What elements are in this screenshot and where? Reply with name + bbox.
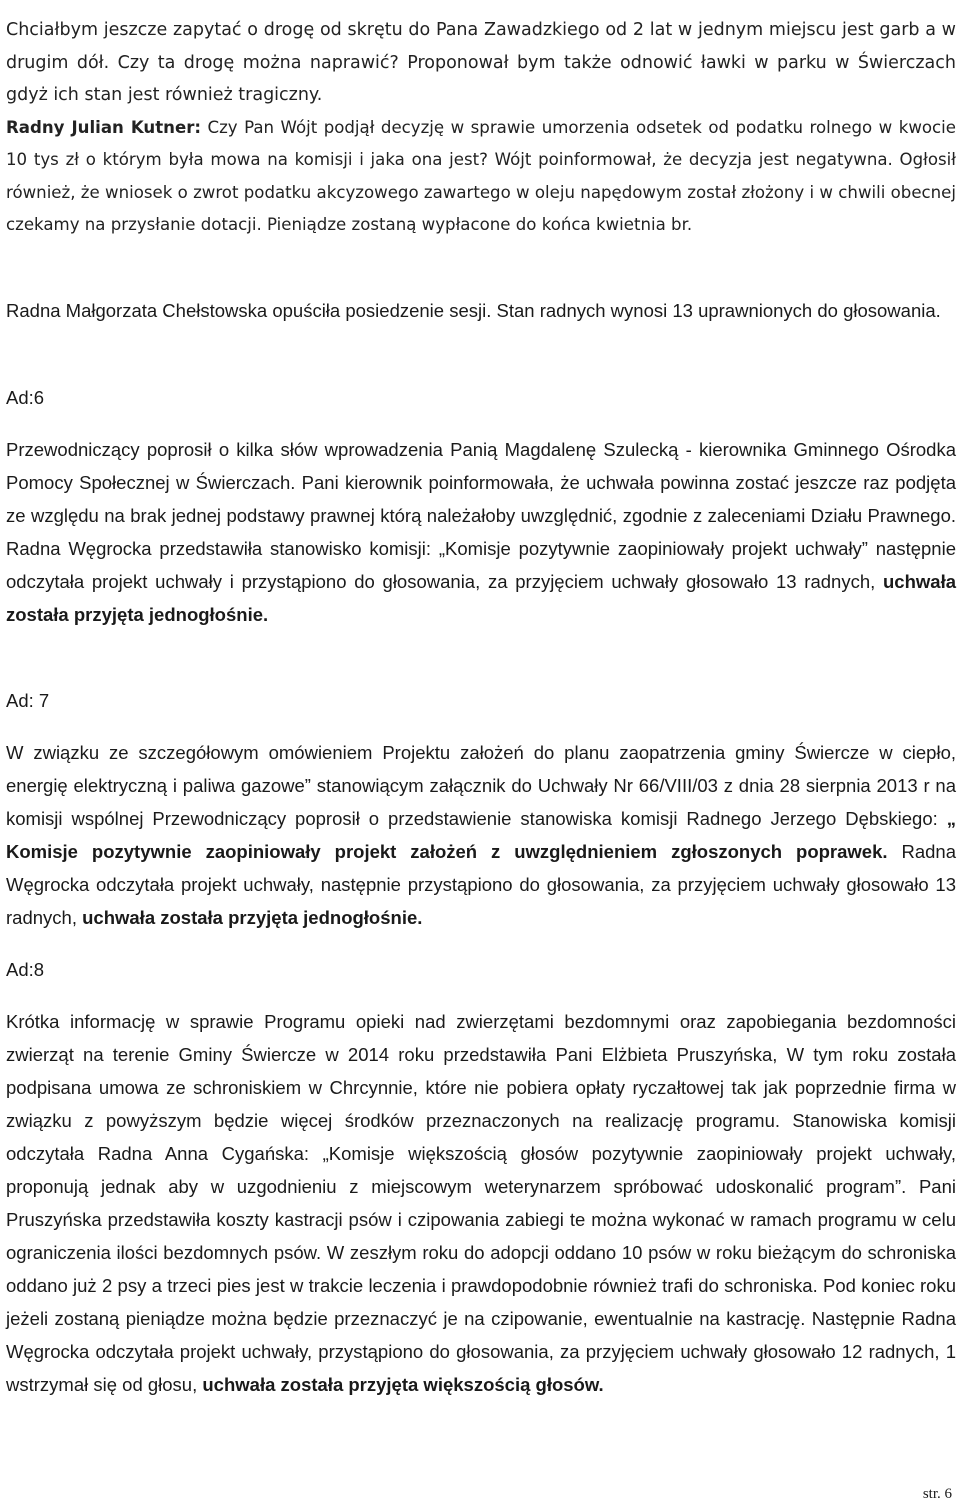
resolution-result: uchwała została przyjęta jednogłośnie. (82, 907, 423, 928)
committee-opinion: „ Komisje pozytywnie zaopiniowały projekt założeń z uwzględnieniem zgłoszonych poprawek. (6, 808, 956, 862)
paragraph-kutner-question (6, 112, 956, 242)
paragraph-quorum: Radna Małgorzata Chełstowska opuściła posiedzenie sesji. Stan radnych wynosi 13 uprawnionych do głosowania. (6, 300, 941, 321)
resolution-result: uchwała została przyjęta większością głosów. (202, 1374, 604, 1395)
paragraph-text: Przewodniczący poprosił o kilka słów wprowadzenia Panią Magdalenę Szulecką - kierownika Gminnego Ośrodka Pomocy Społecznej w Świerczach. Pani kierownik poinformowała, że uchwała powinna zostać jeszcze raz podjęta ze względu na brak jednej podstawy prawnej którą należałoby uwzględnić, zgodnie z zaleceniami Działu Prawnego. Radna Węgrocka przedstawiła stanowisko komisji: „Komisje pozytywnie zaopiniowały projekt uchwały” następnie odczytała projekt uchwały i przystąpiono do głosowania, za przyjęciem uchwały głosowało 13 radnych, (6, 439, 956, 592)
resolution-result: uchwała została przyjęta jednogłośnie. (6, 571, 956, 625)
paragraph-ad7 (6, 736, 956, 934)
paragraph-text: W związku ze szczegółowym omówieniem Projektu założeń do planu zaopatrzenia gminy Świercze w ciepło, energię elektryczną i paliwa gazowe” stanowiącym załącznik do Uchwały Nr 66/VIII/03 z dnia 28 sierpnia 2013 r na komisji wspólnej Przewodniczący poprosił o przedstawienie stanowiska komisji Radnego Jerzego Dębskiego: (6, 742, 956, 829)
paragraph-text: Krótka informację w sprawie Programu opieki nad zwierzętami bezdomnymi oraz zapobiegania bezdomności zwierząt na terenie Gminy Świercze w 2014 roku przedstawiła Pani Elżbieta Pruszyńska, W tym roku została podpisana umowa ze schroniskiem w Chrcynnie, które nie pobiera opłaty ryczałtowej tak jak poprzednie firma w związku z powyższym będzie więcej środków przeznaczonych na realizację programu. Stanowiska komisji odczytała Radna Anna Cygańska: „Komisje większością głosów pozytywnie zaopiniowały projekt uchwały, proponują jednak aby w uzgodnieniu z miejscowym weterynarzem spróbować udoskonalić program”. Pani Pruszyńska przedstawiła koszty kastracji psów i czipowania zabiegi te można wykonać w ramach programu w celu ograniczenia ilości bezdomnych psów. W zeszłym roku do adopcji oddano 10 psów w roku bieżącym do schroniska oddano już 2 psy a trzeci pies jest w trakcie leczenia i prawdopodobnie również trafi do schroniska. Pod koniec roku jeżeli zostaną pieniądze można będzie przeznaczyć je na czipowanie, ewentualnie na kastrację. Następnie Radna Węgrocka odczytała projekt uchwały, przystąpiono do głosowania, za przyjęciem uchwały głosowało 12 radnych, 1 wstrzymał się od głosu, (6, 1011, 956, 1395)
paragraph-ad8 (6, 1005, 956, 1401)
page-number: str. 6 (922, 1486, 952, 1502)
speaker-name: Radny Julian Kutner: (6, 118, 202, 137)
paragraph-road-question: Chciałbym jeszcze zapytać o drogę od skrętu do Pana Zawadzkiego od 2 lat w jednym miejscu jest garb a w drugim dół. Czy ta drogę można naprawić? Proponował bym także odnowić ławki w parku w Świerczach gdyż ich stan jest również tragiczny. (6, 20, 956, 105)
heading-ad6: Ad:6 (6, 387, 45, 408)
paragraph-text: Czy Pan Wójt podjął decyzję w sprawie umorzenia odsetek od podatku rolnego w kwocie 10 tys zł o którym była mowa na komisji i jaka ona jest? Wójt poinformował, że decyzja jest negatywna. Ogłosił również, że wniosek o zwrot podatku akcyzowego zawartego w oleju napędowym został złożony i w chwili obecnej czekamy na przysłanie dotacji. Pieniądze zostaną wypłacone do końca kwietnia br. (6, 118, 956, 235)
paragraph-ad6 (6, 433, 956, 631)
heading-ad8: Ad:8 (6, 959, 45, 980)
heading-ad7: Ad: 7 (6, 690, 50, 711)
paragraph-text-2: Radna Węgrocka odczytała projekt uchwały, następnie przystąpiono do głosowania, za przyjęciem uchwały głosowało 13 radnych, (6, 841, 956, 928)
